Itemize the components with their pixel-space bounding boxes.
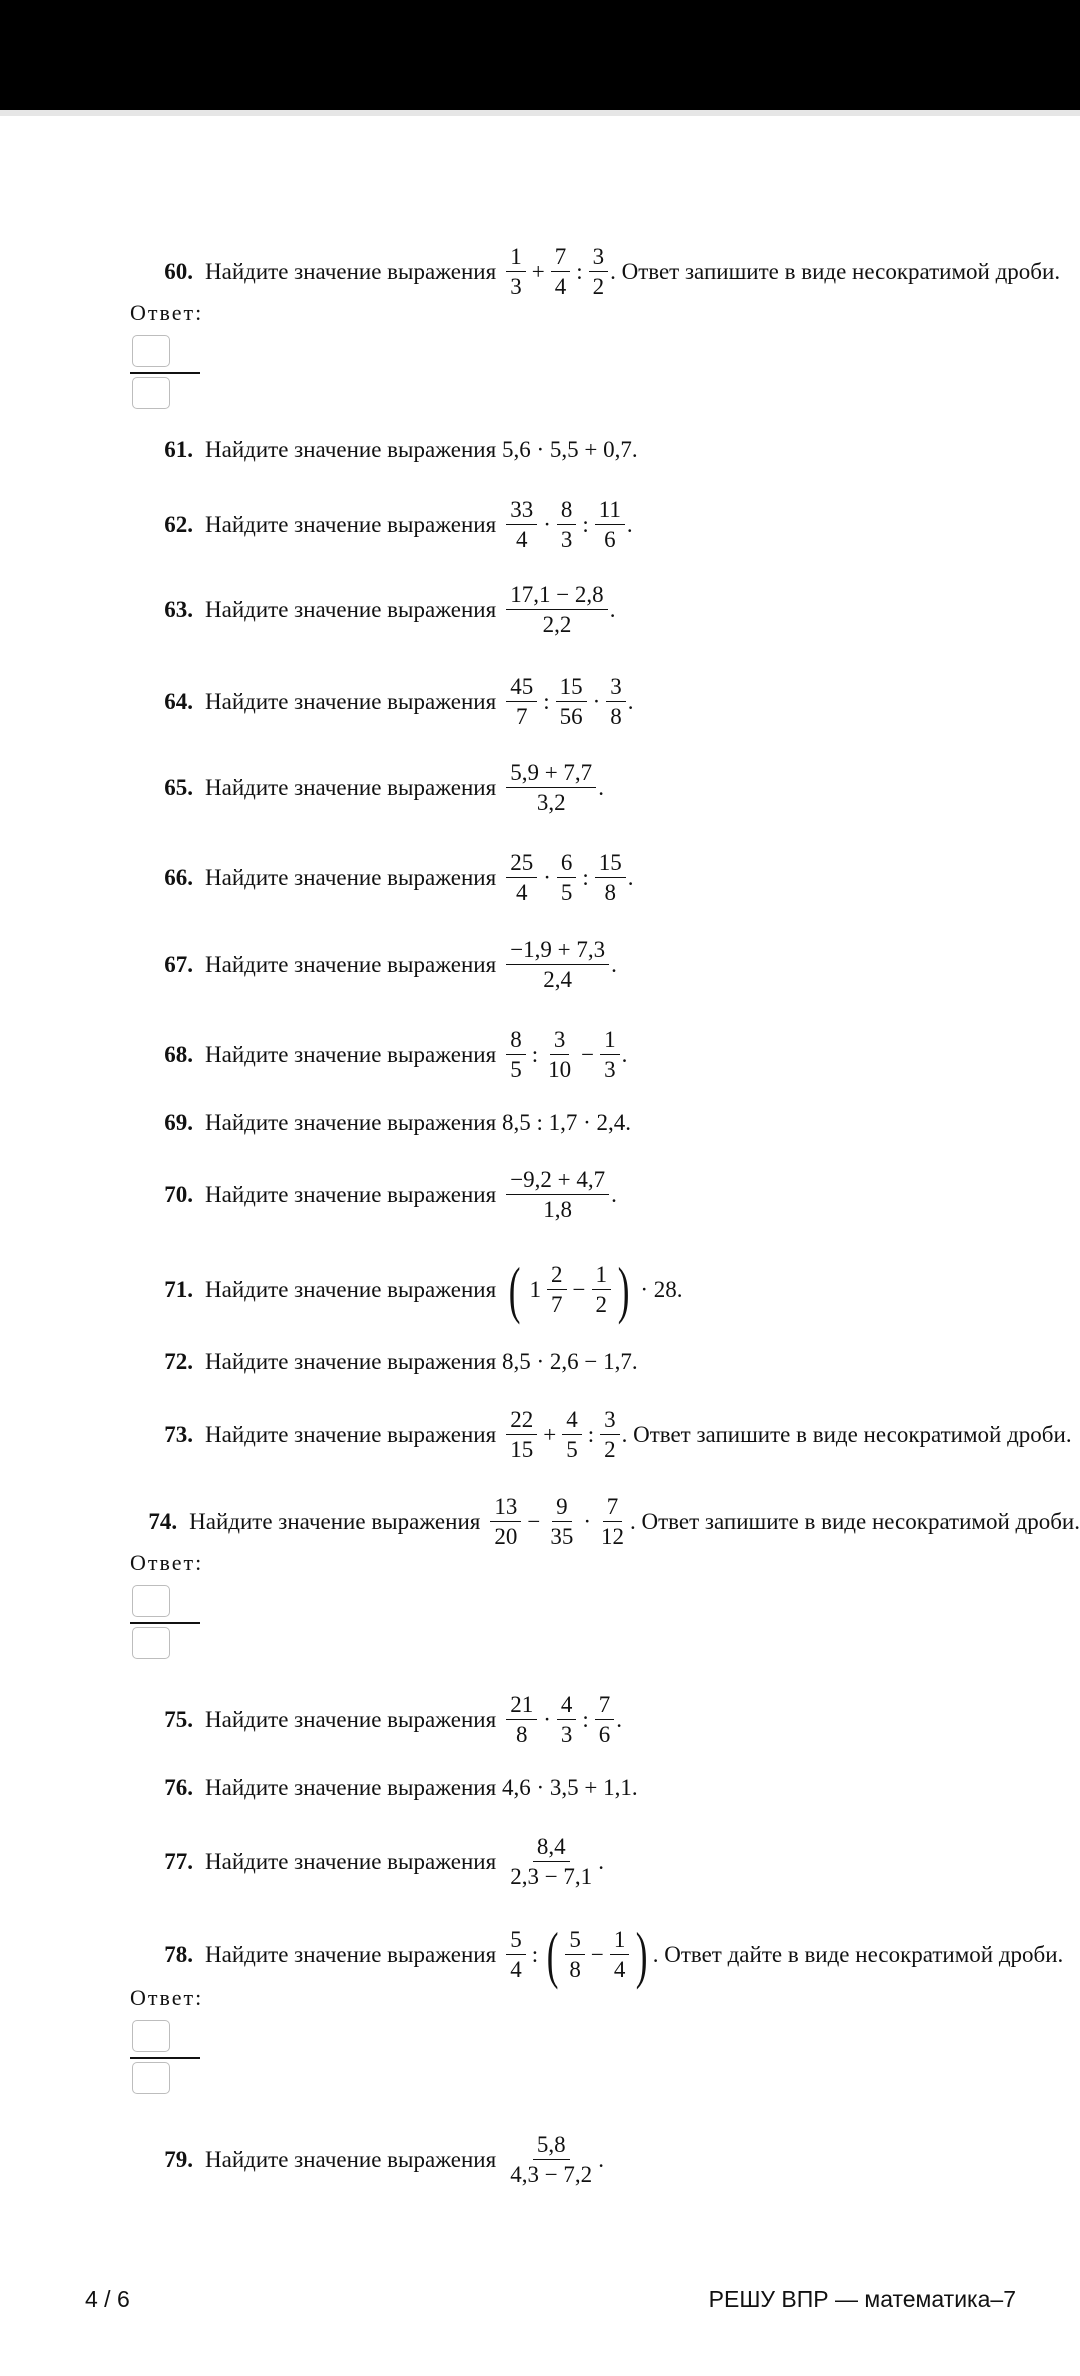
problem-number: 60. xyxy=(164,259,193,284)
denominator: 2,2 xyxy=(542,612,572,637)
problem-text: Найдите значение выражения 8,5 · 2,6 − 1,7. xyxy=(205,1349,638,1374)
answer-label-78: Ответ: xyxy=(130,1985,204,2010)
fraction xyxy=(506,851,537,905)
parenthesis: ) xyxy=(636,1919,648,1990)
operator: − xyxy=(590,1942,604,1967)
denominator-input[interactable] xyxy=(132,2062,170,2094)
problem-tail: · 28. xyxy=(640,1277,683,1302)
denominator: 2,4 xyxy=(543,967,573,992)
denominator: 15 xyxy=(510,1437,534,1462)
fraction xyxy=(506,1168,609,1222)
problem-tail: . xyxy=(598,2147,604,2172)
denominator: 35 xyxy=(550,1524,574,1549)
problem-73 xyxy=(0,1385,1080,1485)
operator: + xyxy=(543,1422,557,1447)
denominator-input[interactable] xyxy=(132,1627,170,1659)
denominator: 1,8 xyxy=(543,1197,573,1222)
problem-text: Найдите значение выражения 5,6 · 5,5 + 0,7. xyxy=(205,437,638,462)
numerator: −1,9 + 7,3 xyxy=(506,938,609,965)
problem-number: 61. xyxy=(164,437,193,462)
fraction xyxy=(506,761,596,815)
problem-tail: . Ответ запишите в виде несократимой дроби. xyxy=(630,1509,1080,1534)
numerator: 8,4 xyxy=(533,1835,570,1862)
problem-text: Найдите значение выражения xyxy=(205,1277,497,1302)
operator: : xyxy=(531,1042,539,1067)
operator: · xyxy=(543,865,551,890)
problem-text: Найдите значение выражения xyxy=(205,1182,497,1207)
numerator: 5 xyxy=(565,1928,585,1955)
problem-number: 66. xyxy=(164,865,193,890)
denominator: 3 xyxy=(604,1057,616,1082)
problem-67 xyxy=(0,915,1080,1015)
denominator: 3 xyxy=(560,1722,573,1747)
fraction xyxy=(610,1928,630,1982)
fraction xyxy=(506,1928,526,1982)
problem-tail: . Ответ дайте в виде несократимой дроби. xyxy=(652,1942,1064,1967)
numerator: 15 xyxy=(595,851,626,878)
numerator: 5 xyxy=(506,1928,526,1955)
numerator: 17,1 − 2,8 xyxy=(506,583,607,610)
problem-64 xyxy=(0,652,1080,752)
problem-tail: . Ответ запишите в виде несократимой дроби. xyxy=(621,1422,1072,1447)
denominator: 6 xyxy=(604,527,616,552)
fraction xyxy=(546,1495,577,1549)
fraction xyxy=(506,675,537,729)
problem-70 xyxy=(0,1145,1080,1245)
fraction xyxy=(557,498,577,552)
denominator: 12 xyxy=(601,1524,624,1549)
numerator: 5,8 xyxy=(533,2133,570,2160)
numerator: 6 xyxy=(557,851,577,878)
problem-text: Найдите значение выражения xyxy=(189,1509,481,1534)
math-expression xyxy=(504,1835,604,1889)
denominator: 8 xyxy=(610,704,622,729)
numerator: 1 xyxy=(506,245,526,272)
fraction xyxy=(506,245,526,299)
operator: · xyxy=(543,1707,551,1732)
fraction xyxy=(556,675,587,729)
fraction xyxy=(565,1928,585,1982)
problem-number: 64. xyxy=(164,689,193,714)
problem-text: Найдите значение выражения xyxy=(205,512,497,537)
fraction xyxy=(589,245,609,299)
math-expression xyxy=(504,851,633,905)
denominator: 5 xyxy=(510,1057,522,1082)
problem-tail: . xyxy=(611,952,617,977)
numerator: 13 xyxy=(490,1495,521,1522)
problem-text: Найдите значение выражения xyxy=(205,865,497,890)
answer-fraction-input-78[interactable] xyxy=(130,2020,202,2096)
operator: : xyxy=(576,259,583,284)
math-expression xyxy=(504,1919,1064,1990)
numerator: 4 xyxy=(562,1408,582,1435)
problem-tail: . xyxy=(627,689,634,714)
fraction xyxy=(595,851,626,905)
denominator: 20 xyxy=(494,1524,518,1549)
denominator: 4,3 − 7,2 xyxy=(510,2162,593,2187)
operator: : xyxy=(543,689,550,714)
problem-63 xyxy=(0,560,1080,660)
problem-text: Найдите значение выражения xyxy=(205,259,497,284)
denominator: 4 xyxy=(554,274,567,299)
denominator: 8 xyxy=(604,880,617,905)
numerator: 25 xyxy=(506,851,537,878)
problem-tail: . xyxy=(598,1849,604,1874)
denominator: 8 xyxy=(569,1957,581,1982)
operator: : xyxy=(582,1707,589,1732)
answer-fraction-input-74[interactable] xyxy=(130,1585,202,1661)
problem-number: 63. xyxy=(164,597,193,622)
numerator: 8 xyxy=(557,498,577,525)
operator: 1 xyxy=(529,1277,542,1302)
denominator: 56 xyxy=(559,704,583,729)
problem-number: 75. xyxy=(164,1707,193,1732)
problem-text: Найдите значение выражения 4,6 · 3,5 + 1,1. xyxy=(205,1775,638,1800)
denominator: 2 xyxy=(592,274,605,299)
operator: : xyxy=(531,1942,539,1967)
operator: : xyxy=(587,1422,595,1447)
operator: · xyxy=(583,1509,591,1534)
problem-text: Найдите значение выражения xyxy=(205,689,497,714)
fraction xyxy=(506,498,537,552)
fraction xyxy=(506,2133,596,2187)
answer-label-60: Ответ: xyxy=(130,300,204,325)
parenthesis: ) xyxy=(617,1254,630,1325)
numerator-input[interactable] xyxy=(132,1585,170,1617)
operator: − xyxy=(581,1042,595,1067)
fraction xyxy=(595,498,625,552)
numerator: 2 xyxy=(547,1263,567,1290)
problem-text: Найдите значение выражения 8,5 : 1,7 · 2,4. xyxy=(205,1110,631,1135)
denominator: 5 xyxy=(560,880,573,905)
numerator: 8 xyxy=(506,1028,526,1055)
problem-text: Найдите значение выражения xyxy=(205,1849,497,1874)
problem-number: 78. xyxy=(164,1942,193,1967)
denominator: 3 xyxy=(510,274,522,299)
fraction xyxy=(506,583,607,637)
problem-text: Найдите значение выражения xyxy=(205,1042,497,1067)
denominator: 2 xyxy=(604,1437,616,1462)
fraction-bar xyxy=(130,2057,200,2059)
denominator: 4 xyxy=(515,527,528,552)
page-number: 4 / 6 xyxy=(85,2286,130,2312)
problem-77 xyxy=(0,1812,1080,1912)
numerator: 9 xyxy=(552,1495,572,1522)
fraction-bar xyxy=(130,372,200,374)
numerator: 45 xyxy=(506,675,537,702)
operator: : xyxy=(582,512,589,537)
problem-text: Найдите значение выражения xyxy=(205,952,497,977)
denominator: 8 xyxy=(515,1722,528,1747)
operator: : xyxy=(582,865,589,890)
numerator: 15 xyxy=(556,675,587,702)
numerator: 7 xyxy=(551,245,571,272)
problem-tail: . xyxy=(621,1042,628,1067)
problem-number: 77. xyxy=(164,1849,193,1874)
denominator: 6 xyxy=(598,1722,611,1747)
problem-text: Найдите значение выражения xyxy=(205,1422,497,1447)
numerator: 3 xyxy=(589,245,609,272)
denominator: 4 xyxy=(515,880,528,905)
denominator: 5 xyxy=(566,1437,578,1462)
problem-number: 65. xyxy=(164,775,193,800)
problem-79 xyxy=(0,2110,1080,2210)
problem-text: Найдите значение выражения xyxy=(205,775,497,800)
operator: + xyxy=(531,259,545,284)
problem-number: 74. xyxy=(148,1509,178,1534)
problem-text: Найдите значение выражения xyxy=(205,2147,497,2172)
problem-text: Найдите значение выражения xyxy=(205,1942,497,1967)
operator: − xyxy=(527,1509,541,1534)
numerator: 1 xyxy=(600,1028,620,1055)
numerator: 33 xyxy=(506,498,537,525)
problem-number: 62. xyxy=(164,512,193,537)
fraction xyxy=(562,1408,582,1462)
fraction xyxy=(600,1408,620,1462)
problem-text: Найдите значение выражения xyxy=(205,597,497,622)
denominator: 10 xyxy=(548,1057,572,1082)
denominator: 7 xyxy=(515,704,528,729)
denominator: 2,3 − 7,1 xyxy=(510,1864,593,1889)
problem-tail: . xyxy=(626,512,633,537)
numerator: 3 xyxy=(606,675,626,702)
problem-number: 72. xyxy=(164,1349,193,1374)
operator: · xyxy=(592,689,601,714)
denominator: 2 xyxy=(595,1292,607,1317)
numerator: 3 xyxy=(600,1408,620,1435)
math-expression xyxy=(488,1495,1080,1549)
numerator: 22 xyxy=(506,1408,537,1435)
problem-66 xyxy=(0,828,1080,928)
fraction xyxy=(597,1495,628,1549)
fraction xyxy=(506,1408,537,1462)
problem-tail: . xyxy=(616,1707,623,1732)
problem-number: 76. xyxy=(164,1775,193,1800)
problem-number: 71. xyxy=(164,1277,193,1302)
operator: − xyxy=(572,1277,586,1302)
problem-number: 67. xyxy=(164,952,193,977)
math-expression xyxy=(504,583,615,637)
math-expression xyxy=(504,938,617,992)
math-expression xyxy=(504,761,604,815)
numerator-input[interactable] xyxy=(132,2020,170,2052)
numerator: 3 xyxy=(550,1028,570,1055)
denominator: 3 xyxy=(560,527,573,552)
numerator: 5,9 + 7,7 xyxy=(506,761,596,788)
problem-tail: . xyxy=(598,775,604,800)
fraction xyxy=(506,938,609,992)
problem-number: 70. xyxy=(164,1182,193,1207)
problem-tail: . Ответ запишите в виде несократимой дроби. xyxy=(610,259,1061,284)
numerator: 21 xyxy=(506,1693,537,1720)
footer-title: РЕШУ ВПР — математика–7 xyxy=(708,2286,1016,2312)
numerator: −9,2 + 4,7 xyxy=(506,1168,609,1195)
denominator: 4 xyxy=(613,1957,626,1982)
math-expression xyxy=(504,675,633,729)
problem-number: 79. xyxy=(164,2147,193,2172)
denominator: 3,2 xyxy=(536,790,566,815)
fraction xyxy=(592,1263,612,1317)
numerator: 4 xyxy=(557,1693,577,1720)
numerator: 11 xyxy=(595,498,625,525)
problem-65 xyxy=(0,738,1080,838)
fraction-bar xyxy=(130,1622,200,1624)
fraction xyxy=(490,1495,521,1549)
fraction xyxy=(506,1835,596,1889)
math-expression xyxy=(504,1168,617,1222)
parenthesis: ( xyxy=(508,1254,521,1325)
denominator: 7 xyxy=(551,1292,563,1317)
numerator: 7 xyxy=(595,1693,615,1720)
numerator: 7 xyxy=(603,1495,623,1522)
answer-label-74: Ответ: xyxy=(130,1550,204,1575)
fraction xyxy=(557,851,577,905)
problem-number: 68. xyxy=(164,1042,193,1067)
math-expression xyxy=(504,1408,1071,1462)
math-expression xyxy=(504,2133,604,2187)
operator: · xyxy=(543,512,551,537)
problem-tail: . xyxy=(627,865,634,890)
numerator-input[interactable] xyxy=(132,335,170,367)
denominator: 4 xyxy=(510,1957,522,1982)
fraction xyxy=(606,675,626,729)
fraction xyxy=(547,1263,567,1317)
problem-text: Найдите значение выражения xyxy=(205,1707,497,1732)
numerator: 1 xyxy=(610,1928,630,1955)
problem-tail: . xyxy=(611,1182,617,1207)
fraction xyxy=(551,245,571,299)
problem-number: 73. xyxy=(164,1422,193,1447)
math-expression xyxy=(504,498,632,552)
math-expression xyxy=(504,245,1060,299)
parenthesis: ( xyxy=(546,1919,559,1990)
problem-tail: . xyxy=(609,597,616,622)
numerator: 1 xyxy=(592,1263,612,1290)
problem-number: 69. xyxy=(164,1110,193,1135)
